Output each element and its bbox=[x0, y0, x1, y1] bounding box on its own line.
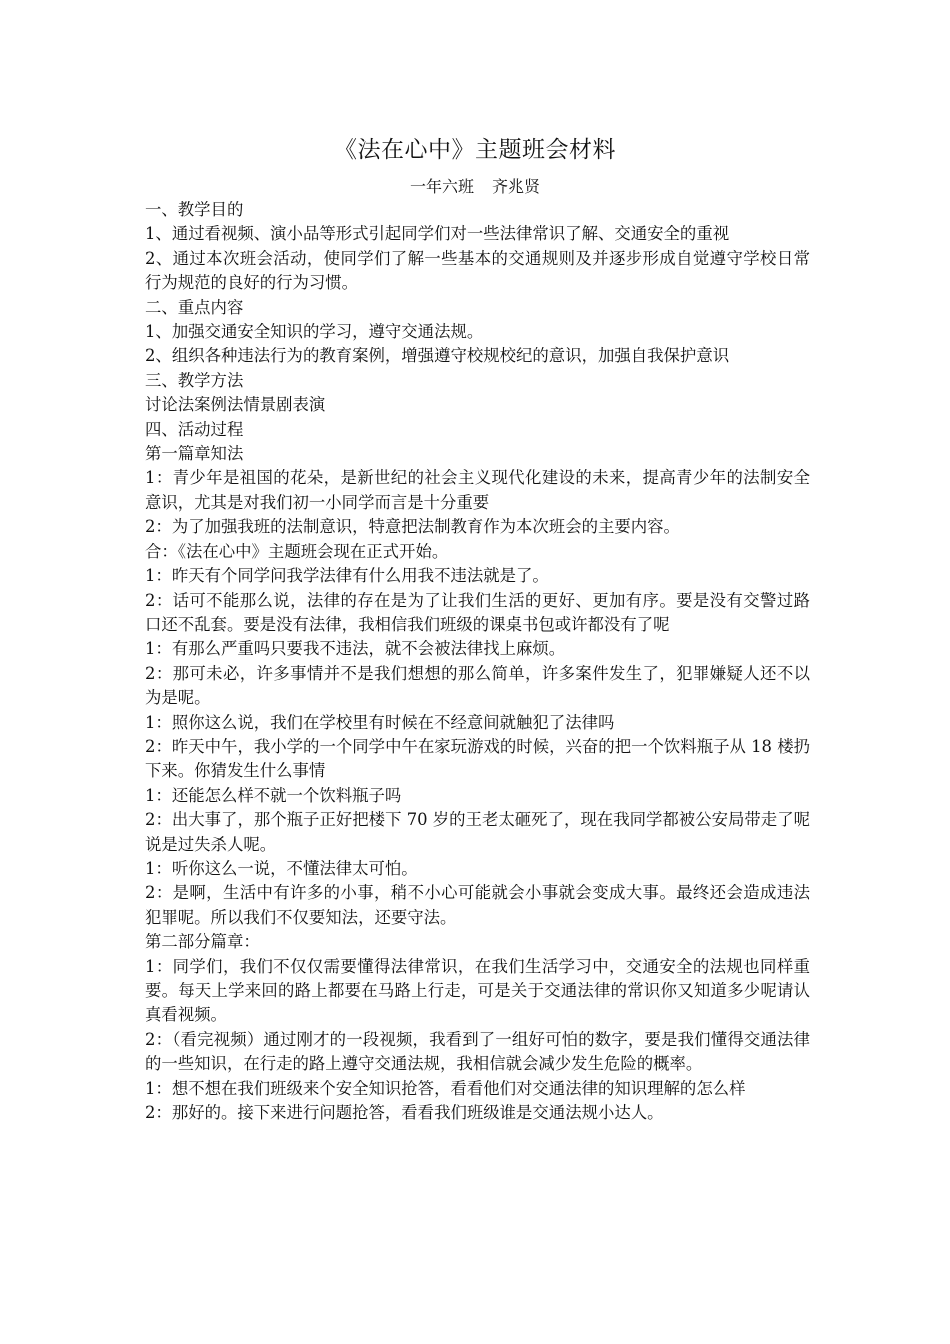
paragraph: 1：照你这么说，我们在学校里有时候在不经意间就触犯了法律吗 bbox=[145, 712, 615, 732]
paragraph: 2、通过本次班会活动，使同学们了解一些基本的交通规则及并逐步形成自觉遵守学校日常行为规范的良好的行为习惯。 bbox=[145, 248, 810, 293]
document-title: 《法在心中》主题班会材料 bbox=[334, 137, 616, 163]
paragraph: 1：还能怎么样不就一个饮料瓶子吗 bbox=[145, 785, 402, 805]
document-body bbox=[145, 198, 810, 1125]
paragraph: 2：出大事了，那个瓶子正好把楼下 70 岁的王老太砸死了，现在我同学都被公安局带走了呢说是过失杀人呢。 bbox=[145, 810, 810, 854]
paragraph: 1：有那么严重吗只要我不违法，就不会被法律找上麻烦。 bbox=[145, 639, 566, 659]
paragraph: 2：昨天中午，我小学的一个同学中午在家玩游戏的时候，兴奋的把一个饮料瓶子从 18 楼扔下来。你猜发生什么事情 bbox=[145, 736, 810, 781]
paragraph: 1、通过看视频、演小品等形式引起同学们对一些法律常识了解、交通安全的重视 bbox=[145, 224, 730, 244]
paragraph: 2：（看完视频）通过刚才的一段视频，我看到了一组好可怕的数字，要是我们懂得交通法律的一些知识，在行走的路上遵守交通法规，我相信就会减少发生危险的概率。 bbox=[145, 1029, 810, 1074]
author-line bbox=[0, 175, 950, 199]
paragraph: 四、活动过程 bbox=[145, 419, 244, 439]
paragraph: 二、重点内容 bbox=[145, 297, 244, 317]
author-class: 一年六班 bbox=[409, 177, 474, 196]
paragraph: 第二部分篇章： bbox=[145, 932, 260, 952]
paragraph: 三、教学方法 bbox=[145, 370, 244, 390]
paragraph: 一、教学目的 bbox=[145, 200, 244, 219]
paragraph: 1、加强交通安全知识的学习，遵守交通法规。 bbox=[145, 322, 484, 342]
paragraph: 讨论法案例法情景剧表演 bbox=[145, 395, 326, 415]
paragraph: 1：同学们，我们不仅仅需要懂得法律常识，在我们生活学习中，交通安全的法规也同样重要。每天上学来回的路上都要在马路上行走，可是关于交通法律的常识你又知道多少呢请认真看视频。 bbox=[145, 956, 810, 1025]
paragraph: 2：那可未必，许多事情并不是我们想想的那么简单，许多案件发生了，犯罪嫌疑人还不以为是呢。 bbox=[145, 663, 810, 708]
paragraph: 2：那好的。接下来进行问题抢答，看看我们班级谁是交通法规小达人。 bbox=[145, 1103, 664, 1123]
paragraph: 1：听你这么一说，不懂法律太可怕。 bbox=[145, 858, 418, 878]
paragraph: 2、组织各种违法行为的教育案例，增强遵守校规校纪的意识，加强自我保护意识 bbox=[145, 346, 730, 366]
paragraph: 第一篇章知法 bbox=[145, 444, 244, 464]
paragraph: 1：想不想在我们班级来个安全知识抢答，看看他们对交通法律的知识理解的怎么样 bbox=[145, 1078, 746, 1098]
paragraph: 2：话可不能那么说，法律的存在是为了让我们生活的更好、更加有序。要是没有交警过路口还不乱套。要是没有法律，我相信我们班级的课桌书包或许都没有了呢 bbox=[145, 590, 810, 634]
paragraph: 2：是啊，生活中有许多的小事，稍不小心可能就会小事就会变成大事。最终还会造成违法犯罪呢。所以我们不仅要知法，还要守法。 bbox=[145, 883, 810, 927]
paragraph: 1：青少年是祖国的花朵，是新世纪的社会主义现代化建设的未来，提高青少年的法制安全意识，尤其是对我们初一小同学而言是十分重要 bbox=[145, 468, 810, 512]
paragraph: 2：为了加强我班的法制意识，特意把法制教育作为本次班会的主要内容。 bbox=[145, 517, 680, 537]
paragraph: 合：《法在心中》主题班会现在正式开始。 bbox=[145, 541, 449, 561]
paragraph: 1：昨天有个同学问我学法律有什么用我不违法就是了。 bbox=[145, 566, 549, 586]
author-name: 齐兆贤 bbox=[492, 177, 541, 196]
